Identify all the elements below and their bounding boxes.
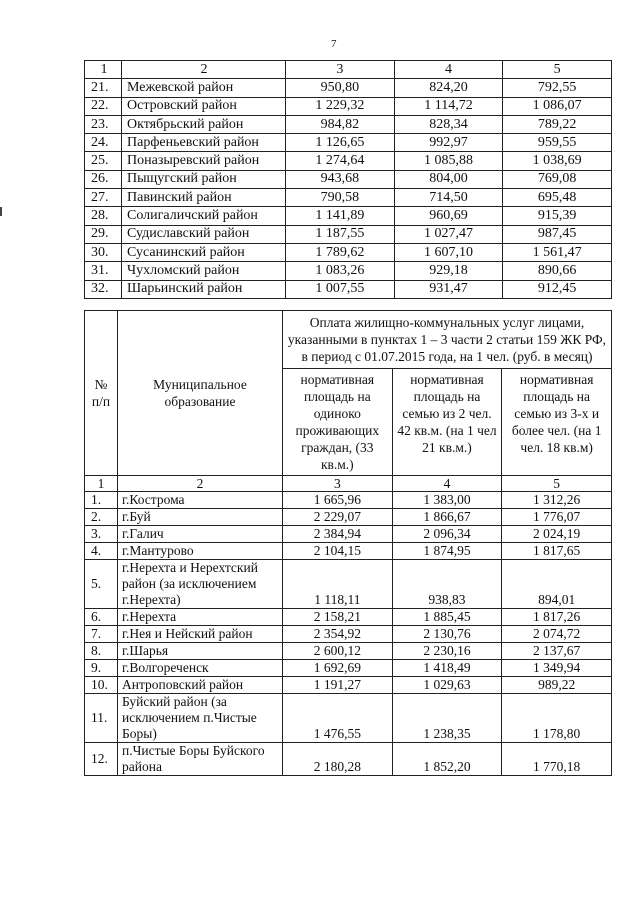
- row-number: 8.: [85, 643, 118, 660]
- table-row: [85, 660, 612, 677]
- table-row: [85, 694, 612, 743]
- table-row: [85, 134, 612, 152]
- value-cell: 1 229,32: [286, 97, 395, 115]
- row-number: 28.: [85, 207, 122, 225]
- table-row: [85, 560, 612, 609]
- table-row: [85, 543, 612, 560]
- value-cell: 1 817,65: [502, 543, 612, 560]
- value-cell: 1 114,72: [394, 97, 503, 115]
- municipality-name: Солигаличский район: [122, 207, 286, 225]
- table-header-row: [85, 61, 612, 79]
- table-row: [85, 152, 612, 170]
- municipality-name: Шарьинский район: [122, 280, 286, 298]
- value-cell: 984,82: [286, 115, 395, 133]
- subheader-family-2: нормативная площадь на семью из 2 чел. 42 кв.м. (на 1 чел 21 кв.м.): [392, 369, 502, 476]
- table-row: [85, 243, 612, 261]
- value-cell: 1 852,20: [392, 743, 502, 776]
- value-cell: 1 885,45: [392, 609, 502, 626]
- value-cell: 929,18: [394, 262, 503, 280]
- value-cell: 1 561,47: [503, 243, 612, 261]
- row-number: 27.: [85, 189, 122, 207]
- page-number: 7: [331, 38, 337, 50]
- value-cell: 2 180,28: [283, 743, 393, 776]
- header-cell: 5: [503, 61, 612, 79]
- row-number: 22.: [85, 97, 122, 115]
- value-cell: 2 600,12: [283, 643, 393, 660]
- value-cell: 1 238,35: [392, 694, 502, 743]
- value-cell: 1 191,27: [283, 677, 393, 694]
- table-row: [85, 262, 612, 280]
- row-number: 25.: [85, 152, 122, 170]
- header-cell: 4: [392, 476, 502, 492]
- table-row: [85, 509, 612, 526]
- value-cell: 1 874,95: [392, 543, 502, 560]
- header-cell: 3: [286, 61, 395, 79]
- value-cell: 769,08: [503, 170, 612, 188]
- row-number: 2.: [85, 509, 118, 526]
- header-cell: 2: [122, 61, 286, 79]
- row-number: 6.: [85, 609, 118, 626]
- row-number: 12.: [85, 743, 118, 776]
- value-cell: 912,45: [503, 280, 612, 298]
- table-header-row: [85, 311, 612, 369]
- table-row: [85, 170, 612, 188]
- municipality-name: п.Чистые Боры Буйского района: [118, 743, 283, 776]
- municipality-name: Парфеньевский район: [122, 134, 286, 152]
- municipality-name: Буйский район (за исключением п.Чистые Боры): [118, 694, 283, 743]
- municipality-name: г.Кострома: [118, 492, 283, 509]
- value-cell: 1 770,18: [502, 743, 612, 776]
- value-cell: 1 692,69: [283, 660, 393, 677]
- municipality-name: Октябрьский район: [122, 115, 286, 133]
- value-cell: 1 866,67: [392, 509, 502, 526]
- row-number: 9.: [85, 660, 118, 677]
- value-cell: 1 789,62: [286, 243, 395, 261]
- table-row: [85, 280, 612, 298]
- table-row: [85, 743, 612, 776]
- value-cell: 931,47: [394, 280, 503, 298]
- col-municipality-header: Муниципальное образование: [118, 311, 283, 476]
- municipality-name: г.Шарья: [118, 643, 283, 660]
- row-number: 31.: [85, 262, 122, 280]
- table-row: [85, 677, 612, 694]
- row-number: 11.: [85, 694, 118, 743]
- value-cell: 2 230,16: [392, 643, 502, 660]
- municipality-name: Павинский район: [122, 189, 286, 207]
- value-cell: 792,55: [503, 79, 612, 97]
- value-cell: 804,00: [394, 170, 503, 188]
- row-number: 4.: [85, 543, 118, 560]
- municipality-name: Островский район: [122, 97, 286, 115]
- value-cell: 890,66: [503, 262, 612, 280]
- municipality-name: г.Нея и Нейский район: [118, 626, 283, 643]
- table-districts-continued: [84, 60, 612, 299]
- header-cell: 1: [85, 476, 118, 492]
- value-cell: 1 027,47: [394, 225, 503, 243]
- row-number: 3.: [85, 526, 118, 543]
- value-cell: 824,20: [394, 79, 503, 97]
- value-cell: 2 229,07: [283, 509, 393, 526]
- row-number: 32.: [85, 280, 122, 298]
- column-numbers-row: [85, 476, 612, 492]
- value-cell: 894,01: [502, 560, 612, 609]
- value-cell: 1 274,64: [286, 152, 395, 170]
- value-cell: 1 312,26: [502, 492, 612, 509]
- value-cell: 989,22: [502, 677, 612, 694]
- value-cell: 2 074,72: [502, 626, 612, 643]
- value-cell: 950,80: [286, 79, 395, 97]
- municipality-name: Судиславский район: [122, 225, 286, 243]
- header-cell: 3: [283, 476, 393, 492]
- row-number: 5.: [85, 560, 118, 609]
- row-number: 1.: [85, 492, 118, 509]
- municipality-name: Чухломский район: [122, 262, 286, 280]
- table-municipal-payments: [84, 310, 612, 776]
- value-cell: 943,68: [286, 170, 395, 188]
- value-cell: 960,69: [394, 207, 503, 225]
- value-cell: 714,50: [394, 189, 503, 207]
- subheader-single: нормативная площадь на одиноко проживающих граждан, (33 кв.м.): [283, 369, 393, 476]
- header-cell: 2: [118, 476, 283, 492]
- value-cell: 1 476,55: [283, 694, 393, 743]
- value-cell: 1 383,00: [392, 492, 502, 509]
- value-cell: 1 141,89: [286, 207, 395, 225]
- value-cell: 2 137,67: [502, 643, 612, 660]
- header-cell: 4: [394, 61, 503, 79]
- table-row: [85, 492, 612, 509]
- table-row: [85, 189, 612, 207]
- municipality-name: г.Нерехта и Нерехтский район (за исключением г.Нерехта): [118, 560, 283, 609]
- municipality-name: г.Нерехта: [118, 609, 283, 626]
- value-cell: 1 178,80: [502, 694, 612, 743]
- row-number: 10.: [85, 677, 118, 694]
- value-cell: 959,55: [503, 134, 612, 152]
- subheader-family-3: нормативная площадь на семью из 3-х и более чел. (на 1 чел. 18 кв.м): [502, 369, 612, 476]
- value-cell: 1 665,96: [283, 492, 393, 509]
- row-number: 23.: [85, 115, 122, 133]
- value-cell: 1 349,94: [502, 660, 612, 677]
- table-row: [85, 115, 612, 133]
- value-cell: 1 187,55: [286, 225, 395, 243]
- value-cell: 1 118,11: [283, 560, 393, 609]
- municipality-name: г.Буй: [118, 509, 283, 526]
- value-cell: 1 776,07: [502, 509, 612, 526]
- col-num-header: № п/п: [85, 311, 118, 476]
- value-cell: 1 126,65: [286, 134, 395, 152]
- value-cell: 1 083,26: [286, 262, 395, 280]
- municipality-name: г.Галич: [118, 526, 283, 543]
- table-row: [85, 609, 612, 626]
- table-row: [85, 626, 612, 643]
- value-cell: 915,39: [503, 207, 612, 225]
- table-row: [85, 526, 612, 543]
- municipality-name: Поназыревский район: [122, 152, 286, 170]
- value-cell: 1 418,49: [392, 660, 502, 677]
- row-number: 21.: [85, 79, 122, 97]
- value-cell: 828,34: [394, 115, 503, 133]
- value-cell: 2 354,92: [283, 626, 393, 643]
- table-row: [85, 207, 612, 225]
- value-cell: 1 038,69: [503, 152, 612, 170]
- table-row: [85, 225, 612, 243]
- value-cell: 2 024,19: [502, 526, 612, 543]
- row-number: 7.: [85, 626, 118, 643]
- value-cell: 938,83: [392, 560, 502, 609]
- header-cell: 1: [85, 61, 122, 79]
- value-cell: 2 130,76: [392, 626, 502, 643]
- value-cell: 2 096,34: [392, 526, 502, 543]
- value-cell: 1 607,10: [394, 243, 503, 261]
- value-cell: 992,97: [394, 134, 503, 152]
- value-cell: 790,58: [286, 189, 395, 207]
- municipality-name: Антроповский район: [118, 677, 283, 694]
- value-cell: 1 029,63: [392, 677, 502, 694]
- municipality-name: Межевской район: [122, 79, 286, 97]
- row-number: 30.: [85, 243, 122, 261]
- municipality-name: Пыщугский район: [122, 170, 286, 188]
- value-cell: 1 817,26: [502, 609, 612, 626]
- value-cell: 2 158,21: [283, 609, 393, 626]
- value-cell: 2 384,94: [283, 526, 393, 543]
- municipality-name: г.Волгореченск: [118, 660, 283, 677]
- value-cell: 1 086,07: [503, 97, 612, 115]
- value-cell: 789,22: [503, 115, 612, 133]
- municipality-name: Сусанинский район: [122, 243, 286, 261]
- table-row: [85, 643, 612, 660]
- scan-margin-mark: [0, 207, 2, 216]
- row-number: 26.: [85, 170, 122, 188]
- value-cell: 2 104,15: [283, 543, 393, 560]
- header-cell: 5: [502, 476, 612, 492]
- row-number: 29.: [85, 225, 122, 243]
- group-header: Оплата жилищно-коммунальных услуг лицами, указанными в пунктах 1 – 3 части 2 статьи 159 ЖК РФ, в период с 01.07.2015 года, на 1 чел. (руб. в месяц): [283, 311, 612, 369]
- table-row: [85, 79, 612, 97]
- municipality-name: г.Мантурово: [118, 543, 283, 560]
- value-cell: 987,45: [503, 225, 612, 243]
- row-number: 24.: [85, 134, 122, 152]
- value-cell: 1 085,88: [394, 152, 503, 170]
- table-row: [85, 97, 612, 115]
- value-cell: 695,48: [503, 189, 612, 207]
- value-cell: 1 007,55: [286, 280, 395, 298]
